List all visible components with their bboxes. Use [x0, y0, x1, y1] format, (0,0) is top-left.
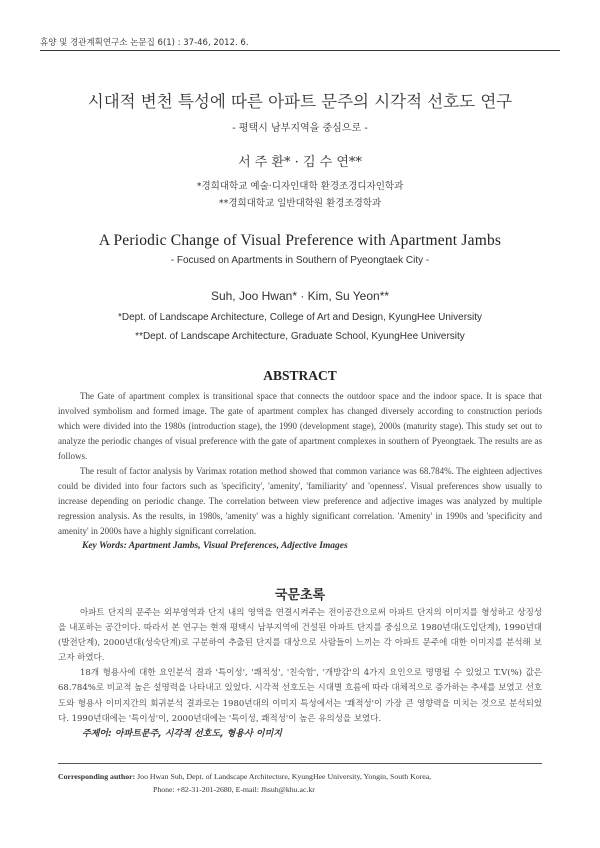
korean-title: 시대적 변천 특성에 따른 아파트 문주의 시각적 선호도 연구 — [87, 92, 513, 111]
english-title: A Periodic Change of Visual Preference with Apartment Jambs — [98, 232, 502, 249]
english-subtitle: - Focused on Apartments in Southern of Pyeongtaek City - — [170, 255, 430, 266]
korean-authors: 서 주 환* · 김 수 연** — [238, 155, 362, 170]
korean-abstract-body — [58, 606, 542, 742]
footnote-text-1: Joo Hwan Suh, Dept. of Landscape Architecture, KyungHee University, Yongin, South Korea, — [135, 772, 432, 781]
korean-keywords: 주제어: 아파트문주, 시각적 선호도, 형용사 이미지 — [82, 728, 282, 739]
footnote-rule — [58, 763, 542, 764]
abstract-paragraph-2: The result of factor analysis by Varimax rotation method showed that common variance was 68.784%. The eighteen adjectives could be divided into four factors such as 'specificity', 'amenity', 'familiarity' and 'openness'. Visual preferences show usually to increase depending on periodic change. The correlation between view preference and adjective images was analyzed by multiple regression analysis. As the results, in 1980s, 'amenity' was a highly significant correlation. 'Amenity' in 1990s and 'specificity and amenity' in 2000s have a highly significant correlation. — [58, 466, 542, 536]
abstract-body — [58, 389, 542, 554]
english-keywords: Key Words: Apartment Jambs, Visual Preferences, Adjective Images — [82, 541, 348, 551]
english-authors: Suh, Joo Hwan* · Kim, Su Yeon** — [210, 289, 390, 303]
korean-subtitle: - 평택시 남부지역을 중심으로 - — [232, 123, 368, 134]
footnote-label: Corresponding author: — [58, 772, 136, 781]
english-affiliation-1: *Dept. of Landscape Architecture, College of Art and Design, KyungHee University — [117, 312, 483, 323]
abstract-paragraph-1: The Gate of apartment complex is transitional space that connects the outdoor space and the indoor space. It is space that involved symbolism and formed image. The gate of apartment complex has changed diversely according to construction periods which were divided into the 1980s (introduction stage), the 1990 (development stage), 2000s (maturity stage). This study set out to analyze the periodic changes of visual preference with the gate of apartment complexes in southern of Pyeongtaek. The results are as follows. — [58, 391, 542, 461]
header-rule — [40, 50, 560, 51]
footnote-line-2: Phone: +82-31-201-2680, E-mail: Jhsuh@khu.ac.kr — [153, 785, 315, 794]
korean-affiliation-2: **경희대학교 일반대학원 환경조경학과 — [218, 198, 382, 209]
corresponding-author-footnote — [58, 770, 542, 796]
korean-abstract-heading: 국문초록 — [274, 588, 326, 603]
korean-affiliation-1: *경희대학교 예술·디자인대학 환경조경디자인학과 — [196, 181, 404, 192]
korean-abstract-paragraph-2: 18개 형용사에 대한 요인분석 결과 '특이성', '쾌적성', '친숙함', '개방감'의 4가지 요인으로 명명될 수 있었고 T.V(%) 값은 68.784%로 비교적 높은 설명력을 나타내고 있었다. 시각적 선호도는 시대별 흐름에 따라 대체적으로 증가하는 추세를 보였고 선호도와 형용사 이미지간의 회귀분석 결과로는 1980년대의 이미지 특성에서는 '쾌적성'이 가장 큰 영향력을 미치는 것으로 분석되었다. 1990년대에는 '특이성'이, 2000년대에는 '특이성, 쾌적성'이 높은 유의성을 보였다. — [58, 668, 542, 724]
korean-abstract-paragraph-1: 아파트 단지의 문주는 외부영역과 단지 내의 영역을 연결시켜주는 전이공간으로써 아파트 단지의 이미지를 형성하고 상징성을 내포하는 공간이다. 따라서 본 연구는 현재 평택시 남부지역에 건설된 아파트 단지를 중심으로 1980년대(도입단계), 1990년대(발전단계), 2000년대(성숙단계)로 구분하여 추출된 단지를 대상으로 사람들이 느끼는 각 아파트 문주에 대한 이미지를 분석해 보고자 하였다. — [58, 608, 542, 664]
abstract-heading: ABSTRACT — [263, 368, 337, 383]
journal-header: 휴양 및 경관계획연구소 논문집 6(1) : 37-46, 2012. 6. — [40, 38, 249, 48]
footnote-line-1 — [58, 770, 542, 783]
english-affiliation-2: **Dept. of Landscape Architecture, Graduate School, KyungHee University — [135, 331, 465, 342]
